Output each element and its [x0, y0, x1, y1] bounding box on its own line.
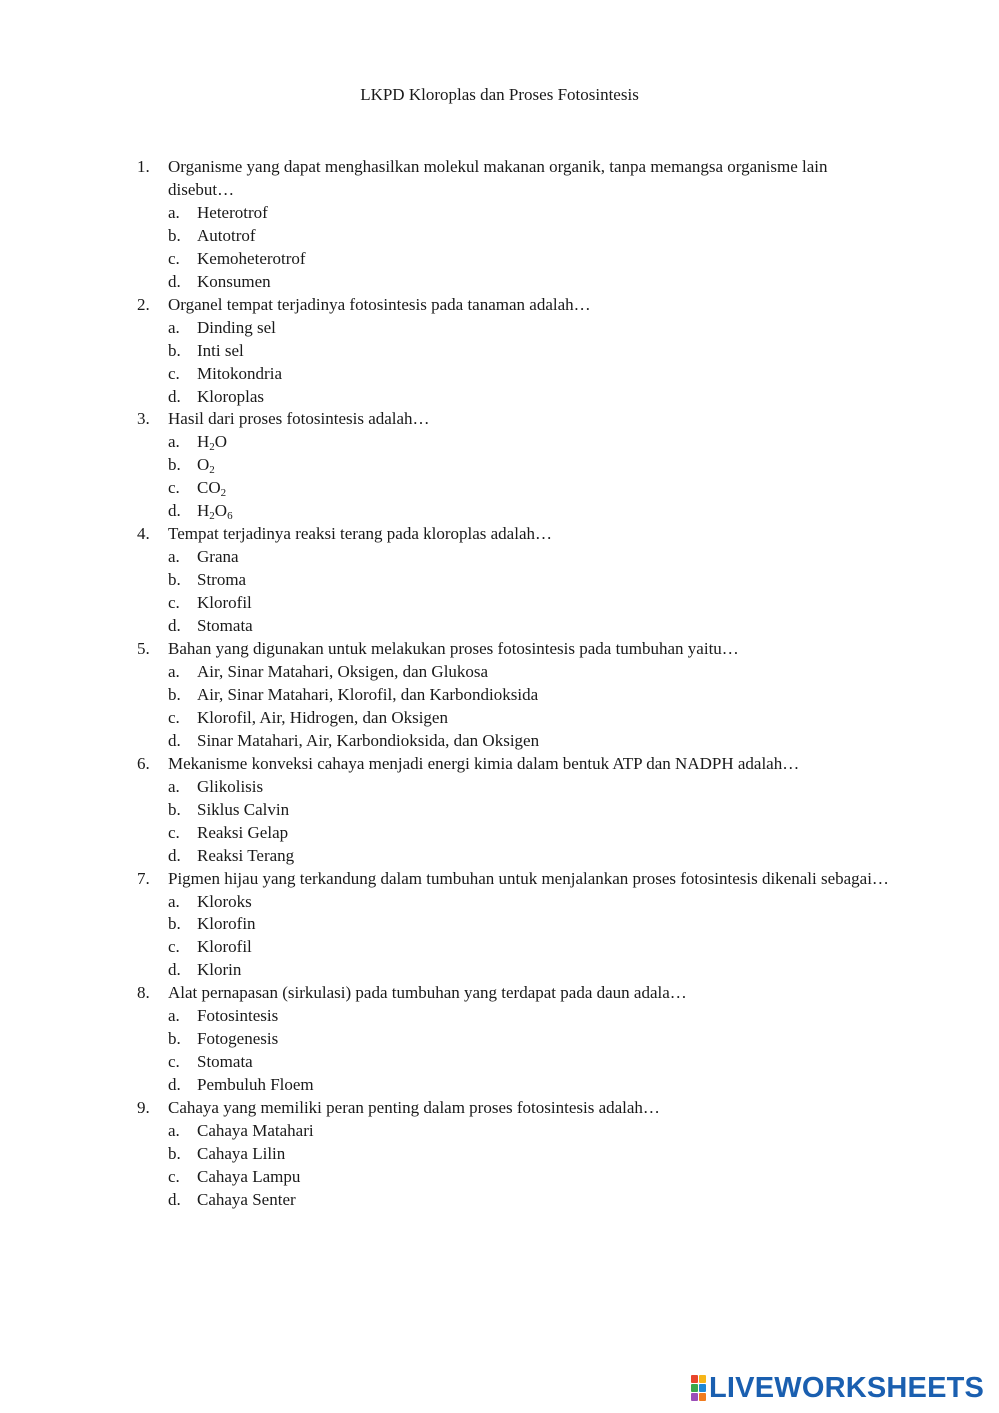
logo-wordmark: LIVEWORKSHEETS [709, 1372, 985, 1404]
option-text: Reaksi Terang [197, 845, 295, 865]
question-row [137, 868, 897, 891]
answer-option[interactable] [168, 1189, 897, 1212]
option-letter: b. [168, 1029, 181, 1049]
option-letter: d. [168, 616, 181, 636]
option-text [197, 500, 897, 523]
answer-option[interactable] [168, 386, 897, 409]
option-letter: d. [168, 960, 181, 980]
logo-icon-tile [699, 1375, 706, 1383]
option-letter: b. [168, 455, 181, 475]
option-letter: a. [168, 776, 180, 796]
option-text: Glikolisis [197, 776, 264, 796]
question-5 [137, 638, 897, 753]
option-letter: b. [168, 1143, 181, 1163]
question-text: Mekanisme konveksi cahaya menjadi energi kimia dalam bentuk ATP dan NADPH adalah… [168, 753, 800, 773]
formula-part: O [214, 501, 228, 521]
option-text: Heterotrof [197, 202, 268, 222]
question-row [137, 294, 897, 317]
answer-option[interactable] [168, 225, 897, 248]
option-letter: b. [168, 340, 181, 360]
logo-icon-tile [699, 1384, 706, 1392]
option-text: Cahaya Lilin [197, 1143, 286, 1163]
option-text: Dinding sel [197, 317, 276, 337]
logo-icon-tile [691, 1393, 698, 1401]
answer-option[interactable] [168, 431, 897, 454]
question-row [137, 753, 897, 776]
formula-subscript: 6 [227, 510, 233, 523]
answer-option[interactable] [168, 661, 897, 684]
answer-option[interactable] [168, 845, 897, 868]
option-letter: d. [168, 1189, 181, 1209]
question-1 [137, 156, 897, 294]
answer-option[interactable] [168, 454, 897, 477]
question-number: 1. [137, 157, 150, 176]
option-text: Pembuluh Floem [197, 1075, 314, 1095]
answer-option[interactable] [168, 248, 897, 271]
option-letter: a. [168, 1121, 180, 1141]
question-number: 7. [137, 868, 150, 888]
option-text [197, 477, 897, 500]
answer-option[interactable] [168, 477, 897, 500]
question-list [137, 156, 897, 1212]
option-letter: a. [168, 661, 180, 681]
question-3 [137, 408, 897, 523]
question-row [137, 638, 897, 661]
option-letter: b. [168, 799, 181, 819]
question-row [137, 156, 897, 202]
question-text: Bahan yang digunakan untuk melakukan proses fotosintesis pada tumbuhan yaitu… [168, 639, 739, 659]
option-letter: a. [168, 202, 180, 222]
answer-option[interactable] [168, 592, 897, 615]
option-letter: b. [168, 684, 181, 704]
option-letter: c. [168, 1052, 180, 1072]
option-text: Klorofil [197, 593, 252, 613]
option-letter: a. [168, 432, 180, 452]
formula-part: H [197, 501, 210, 521]
formula-subscript: 2 [209, 510, 215, 523]
answer-option[interactable] [168, 776, 897, 799]
option-text: Klorofil, Air, Hidrogen, dan Oksigen [197, 707, 448, 727]
question-7 [137, 868, 897, 983]
option-letter: d. [168, 501, 181, 521]
option-text: Konsumen [197, 271, 271, 291]
option-letter: b. [168, 225, 181, 245]
liveworksheets-icon [691, 1375, 706, 1401]
answer-option[interactable] [168, 500, 897, 523]
formula-part: O [214, 432, 228, 452]
liveworksheets-logo [691, 1371, 984, 1405]
answer-option[interactable] [168, 959, 897, 982]
option-text: Fotosintesis [197, 1006, 279, 1026]
option-letter: a. [168, 1006, 180, 1026]
option-text: Stroma [197, 570, 247, 590]
answer-option[interactable] [168, 1074, 897, 1097]
question-row [137, 523, 897, 546]
question-text: Tempat terjadinya reaksi terang pada kloroplas adalah… [168, 524, 552, 544]
formula-subscript: 2 [209, 441, 215, 454]
question-number: 2. [137, 294, 150, 314]
option-text: Siklus Calvin [197, 799, 290, 819]
option-text: Cahaya Matahari [197, 1121, 314, 1141]
option-letter: a. [168, 317, 180, 337]
option-text: Autotrof [197, 225, 256, 245]
option-letter: d. [168, 1075, 181, 1095]
question-number: 3. [137, 409, 150, 429]
question-number: 8. [137, 983, 150, 1003]
option-letter: c. [168, 363, 180, 383]
option-text: Stomata [197, 1052, 253, 1072]
question-number: 5. [137, 639, 150, 659]
option-text: Reaksi Gelap [197, 822, 289, 842]
option-letter: a. [168, 547, 180, 567]
answer-option[interactable] [168, 1005, 897, 1028]
answer-option[interactable] [168, 1143, 897, 1166]
answer-option[interactable] [168, 569, 897, 592]
option-letter: c. [168, 593, 180, 613]
answer-option[interactable] [168, 202, 897, 225]
logo-icon-tile [691, 1375, 698, 1383]
option-text: Air, Sinar Matahari, Klorofil, dan Karbondioksida [197, 684, 539, 704]
option-letter: c. [168, 478, 180, 498]
question-text: Hasil dari proses fotosintesis adalah… [168, 409, 430, 429]
answer-option[interactable] [168, 707, 897, 730]
option-text: Kemoheterotrof [197, 248, 306, 268]
answer-option[interactable] [168, 936, 897, 959]
question-2 [137, 294, 897, 409]
option-text: Stomata [197, 616, 253, 636]
option-letter: d. [168, 271, 181, 291]
option-text: Cahaya Senter [197, 1189, 296, 1209]
option-text: Kloroks [197, 891, 252, 911]
option-text: Kloroplas [197, 386, 265, 406]
option-letter: b. [168, 914, 181, 934]
option-letter: c. [168, 707, 180, 727]
answer-option[interactable] [168, 891, 897, 914]
option-letter: d. [168, 845, 181, 865]
answer-option[interactable] [168, 1028, 897, 1051]
question-text: Alat pernapasan (sirkulasi) pada tumbuhan yang terdapat pada daun adala… [168, 983, 687, 1003]
answer-option[interactable] [168, 913, 897, 936]
answer-option[interactable] [168, 684, 897, 707]
formula-part: H [197, 432, 210, 452]
option-letter: c. [168, 822, 180, 842]
answer-option[interactable] [168, 271, 897, 294]
option-letter: c. [168, 248, 180, 268]
option-letter: d. [168, 730, 181, 750]
question-text: Cahaya yang memiliki peran penting dalam proses fotosintesis adalah… [168, 1098, 660, 1118]
logo-icon-tile [691, 1384, 698, 1392]
question-text: Pigmen hijau yang terkandung dalam tumbuhan untuk menjalankan proses fotosintesis dikenali sebagai… [168, 868, 889, 888]
option-text [197, 431, 897, 454]
answer-option[interactable] [168, 615, 897, 638]
option-text: Klorin [197, 960, 242, 980]
formula-part: O [197, 455, 210, 475]
question-number: 9. [137, 1098, 150, 1118]
option-text: Inti sel [197, 340, 244, 360]
option-text [197, 454, 897, 477]
answer-option[interactable] [168, 730, 897, 753]
option-text: Fotogenesis [197, 1029, 279, 1049]
question-8 [137, 982, 897, 1097]
answer-option[interactable] [168, 317, 897, 340]
option-text: Air, Sinar Matahari, Oksigen, dan Glukosa [197, 661, 489, 681]
answer-option[interactable] [168, 799, 897, 822]
option-text: Mitokondria [197, 363, 282, 383]
formula-subscript: 2 [209, 464, 215, 477]
answer-option[interactable] [168, 340, 897, 363]
option-letter: a. [168, 891, 180, 911]
question-9 [137, 1097, 897, 1212]
option-letter: b. [168, 570, 181, 590]
answer-option[interactable] [168, 1166, 897, 1189]
option-text: Sinar Matahari, Air, Karbondioksida, dan Oksigen [197, 730, 540, 750]
option-text: Cahaya Lampu [197, 1166, 301, 1186]
question-number: 4. [137, 524, 150, 544]
option-letter: c. [168, 937, 180, 957]
answer-option[interactable] [168, 363, 897, 386]
option-text: Klorofil [197, 937, 252, 957]
option-letter: c. [168, 1166, 180, 1186]
question-text: Organel tempat terjadinya fotosintesis pada tanaman adalah… [168, 294, 591, 314]
answer-option[interactable] [168, 822, 897, 845]
formula-part: CO [197, 478, 221, 498]
option-letter: d. [168, 386, 181, 406]
answer-option[interactable] [168, 546, 897, 569]
question-6 [137, 753, 897, 868]
option-text: Klorofin [197, 914, 256, 934]
question-4 [137, 523, 897, 638]
formula-subscript: 2 [220, 487, 227, 500]
question-row [137, 982, 897, 1005]
answer-option[interactable] [168, 1051, 897, 1074]
question-row [137, 1097, 897, 1120]
answer-option[interactable] [168, 1120, 897, 1143]
question-number: 6. [137, 753, 150, 773]
logo-icon-tile [699, 1393, 706, 1401]
page-title: LKPD Kloroplas dan Proses Fotosintesis [360, 85, 639, 104]
question-text: Organisme yang dapat menghasilkan molekul makanan organik, tanpa memangsa organisme lain disebut… [168, 157, 828, 199]
option-text: Grana [197, 547, 239, 567]
question-row [137, 408, 897, 431]
